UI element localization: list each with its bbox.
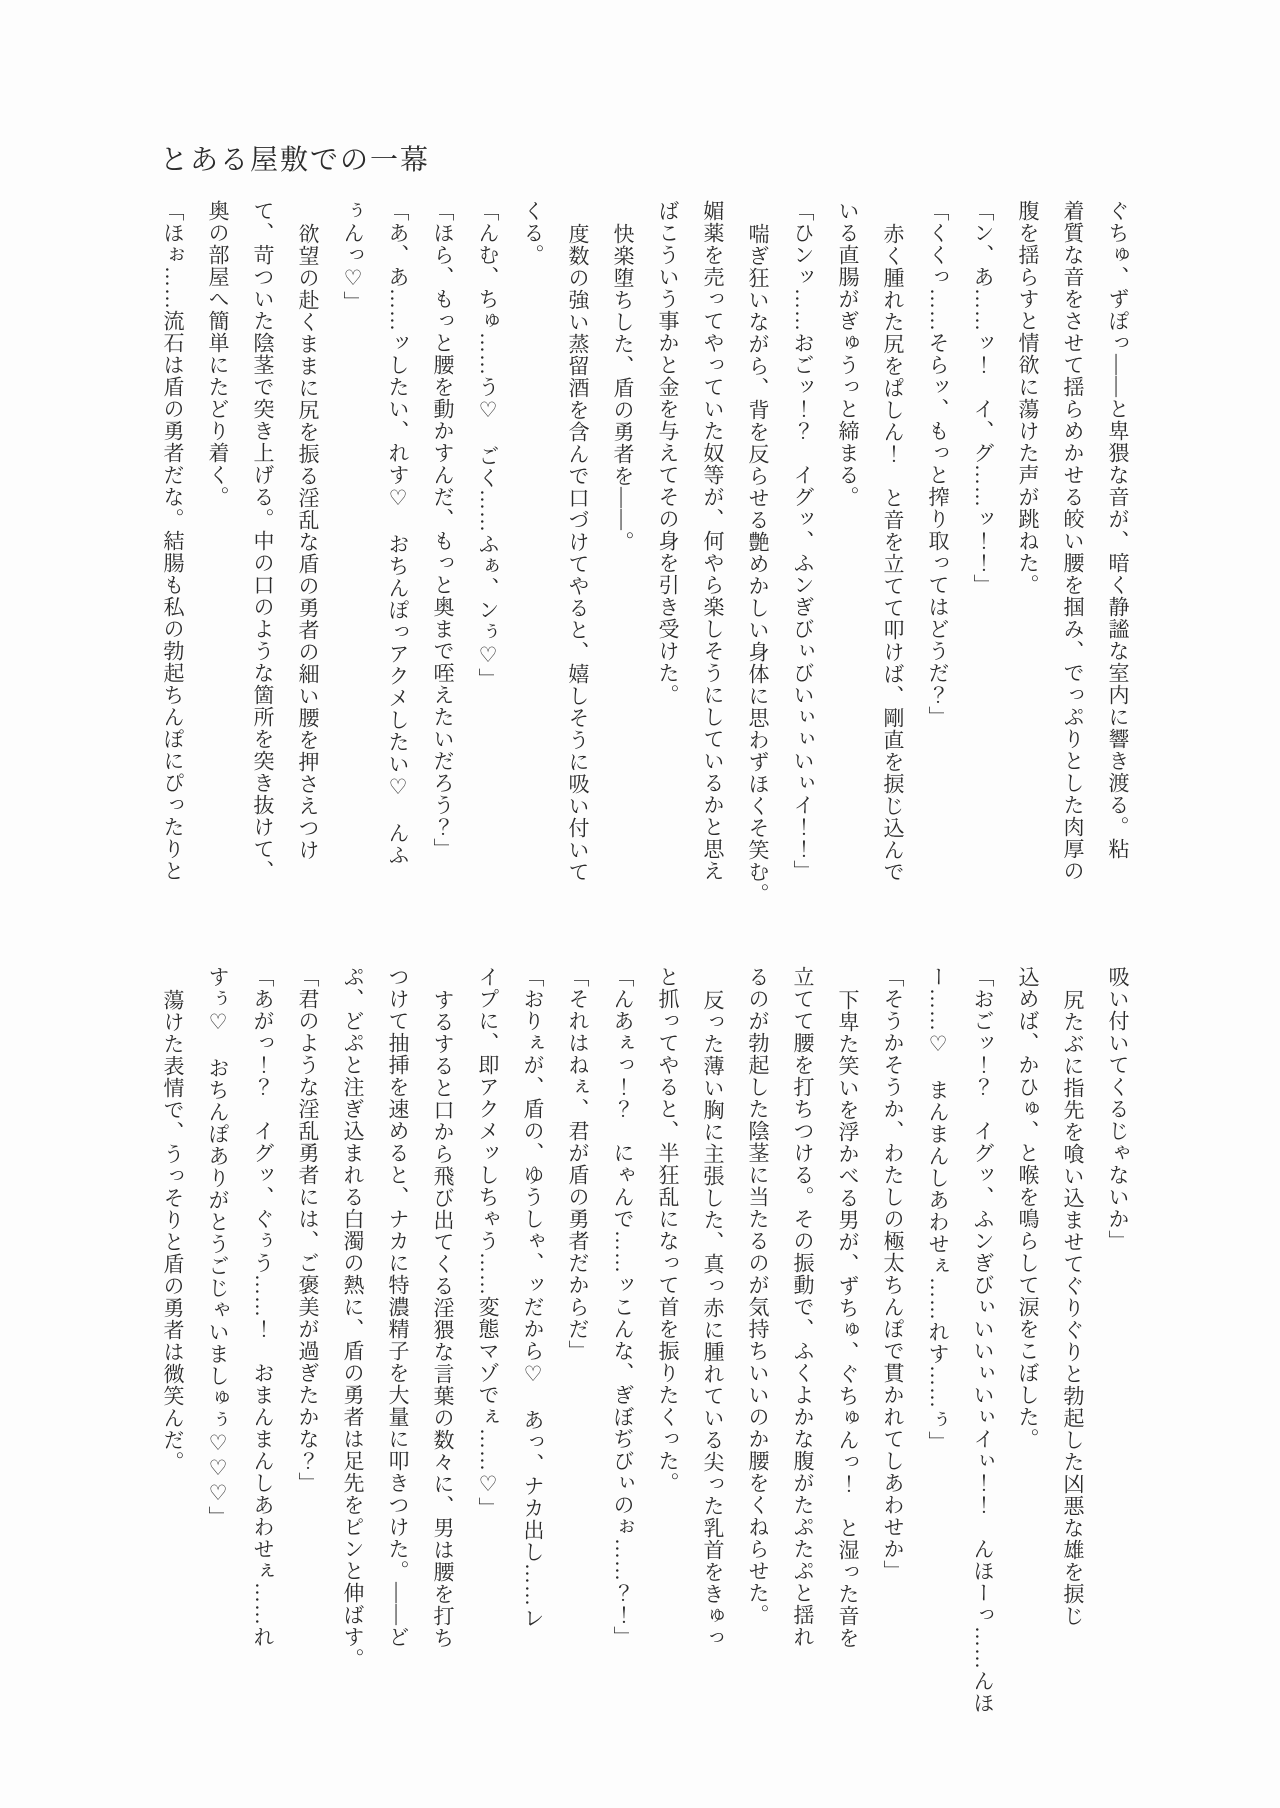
text-column: 快楽堕ちした、盾の勇者を――。 [611, 223, 635, 553]
text-column: 蕩けた表情で、うっそりと盾の勇者は微笑んだ。 [161, 989, 185, 1473]
text-column: 「あがっ！？ イグッ、ぐぅう……！ おまんまんしあわせぇ……れ [251, 966, 275, 1648]
text-column: 込めば、かひゅ、と喉を鳴らして涙をこぼした。 [1016, 966, 1040, 1450]
text-column: 下卑た笑いを浮かべる男が、ずちゅ、ぐちゅんっ！ と湿った音を [836, 989, 860, 1649]
text-column: 腹を揺らすと情欲に蕩けた声が跳ねた。 [1016, 200, 1040, 596]
text-column: 吸い付いてくるじゃないか」 [1106, 966, 1130, 1252]
text-column: 「ほら、もっと腰を動かすんだ、もっと奥まで咥えたいだろう？」 [431, 200, 455, 860]
text-column: 「ン、あ……ッ！ イ、グ……ッ！！」 [971, 200, 995, 596]
text-column: 「んあぇっ！？ にゃんで……ッこんな、ぎぼぢびぃのぉ……？！」 [611, 966, 635, 1648]
page-title: とある屋敷での一幕 [160, 145, 431, 176]
text-column: ばこういう事かと金を与えてその身を引き受けた。 [656, 200, 680, 706]
text-column: 喘ぎ狂いながら、背を反らせる艶めかしい身体に思わずほくそ笑む。 [746, 223, 770, 905]
text-column: ー……♡ まんまんしあわせぇ……れす……ぅ」 [926, 966, 950, 1453]
text-column: すぅ♡ おちんぽありがとうごじゃいましゅぅ♡♡♡」 [206, 966, 230, 1528]
text-column: 「おごッ！？ イグッ、ふンぎびぃいいぃいぃイぃ！！ んほーっ……んほ [971, 966, 995, 1714]
text-column: いる直腸がぎゅうっと締まる。 [836, 200, 860, 508]
text-column: ぐちゅ、ずぽっ――と卑猥な音が、暗く静謐な室内に響き渡る。粘 [1106, 200, 1130, 860]
text-column: と抓ってやると、半狂乱になって首を振りたくった。 [656, 966, 680, 1494]
text-column: 「そうかそうか、わたしの極太ちんぽで貫かれてしあわせか」 [881, 966, 905, 1582]
text-column: 奥の部屋へ簡単にたどり着く。 [206, 200, 230, 508]
text-column: るのが勃起した陰茎に当たるのが気持ちいいのか腰をくねらせた。 [746, 966, 770, 1626]
text-column: 「くくっ……そらッ、もっと搾り取ってはどうだ？」 [926, 200, 950, 728]
text-column: 「あ、あ……ッしたい、れす♡ おちんぽっアクメしたい♡ んふ [386, 200, 410, 866]
text-column: 尻たぶに指先を喰い込ませてぐりぐりと勃起した凶悪な雄を捩じ [1061, 989, 1085, 1627]
text-column: ぷ、どぷと注ぎ込まれる白濁の熱に、盾の勇者は足先をピンと伸ばす。 [341, 966, 365, 1670]
text-column: 「おりぇが、盾の、ゆうしゃ、ッだから♡ あっ、ナカ出し……レ [521, 966, 545, 1629]
text-column: 欲望の赴くままに尻を振る淫乱な盾の勇者の細い腰を押さえつけ [296, 223, 320, 861]
text-column: 立てて腰を打ちつける。その振動で、ふくよかな腹がたぷたぷと揺れ [791, 966, 815, 1648]
text-column: 媚薬を売ってやっていた奴等が、何やら楽しそうにしているかと思え [701, 200, 725, 882]
text-column: 赤く腫れた尻をぱしん！ と音を立てて叩けば、剛直を捩じ込んで [881, 223, 905, 883]
text-column: イプに、即アクメッしちゃう……変態マゾでぇ……♡」 [476, 966, 500, 1519]
text-column: するすると口から飛び出てくる淫猥な言葉の数々に、男は腰を打ち [431, 989, 455, 1649]
text-column: つけて抽挿を速めると、ナカに特濃精子を大量に叩きつけた。――ど [386, 966, 410, 1648]
text-column: 度数の強い蒸留酒を含んで口づけてやると、嬉しそうに吸い付いて [566, 223, 590, 883]
text-column: て、苛ついた陰茎で突き上げる。中の口のような箇所を突き抜けて、 [251, 200, 275, 882]
text-column: ぅんっ♡」 [341, 200, 365, 313]
text-block-upper [150, 200, 1140, 905]
text-column: 「ひンッ……おごッ！？ イグッ、ふンぎびぃびいぃぃいぃイ！！」 [791, 200, 815, 882]
text-column: 「ほぉ……流石は盾の勇者だな。結腸も私の勃起ちんぽにぴったりと [161, 200, 185, 882]
text-column: 反った薄い胸に主張した、真っ赤に腫れている尖った乳首をきゅっ [701, 989, 725, 1649]
text-column: 着質な音をさせて揺らめかせる皎い腰を掴み、でっぷりとした肉厚の [1061, 200, 1085, 882]
text-block-lower [150, 966, 1140, 1714]
text-column: くる。 [521, 200, 545, 266]
text-column: 「んむ、ちゅ……う♡ ごく……ふぁ、ンぅ♡」 [476, 200, 500, 690]
text-column: 「それはねぇ、君が盾の勇者だからだ」 [566, 966, 590, 1362]
text-column: 「君のような淫乱勇者には、ご褒美が過ぎたかな？」 [296, 966, 320, 1494]
